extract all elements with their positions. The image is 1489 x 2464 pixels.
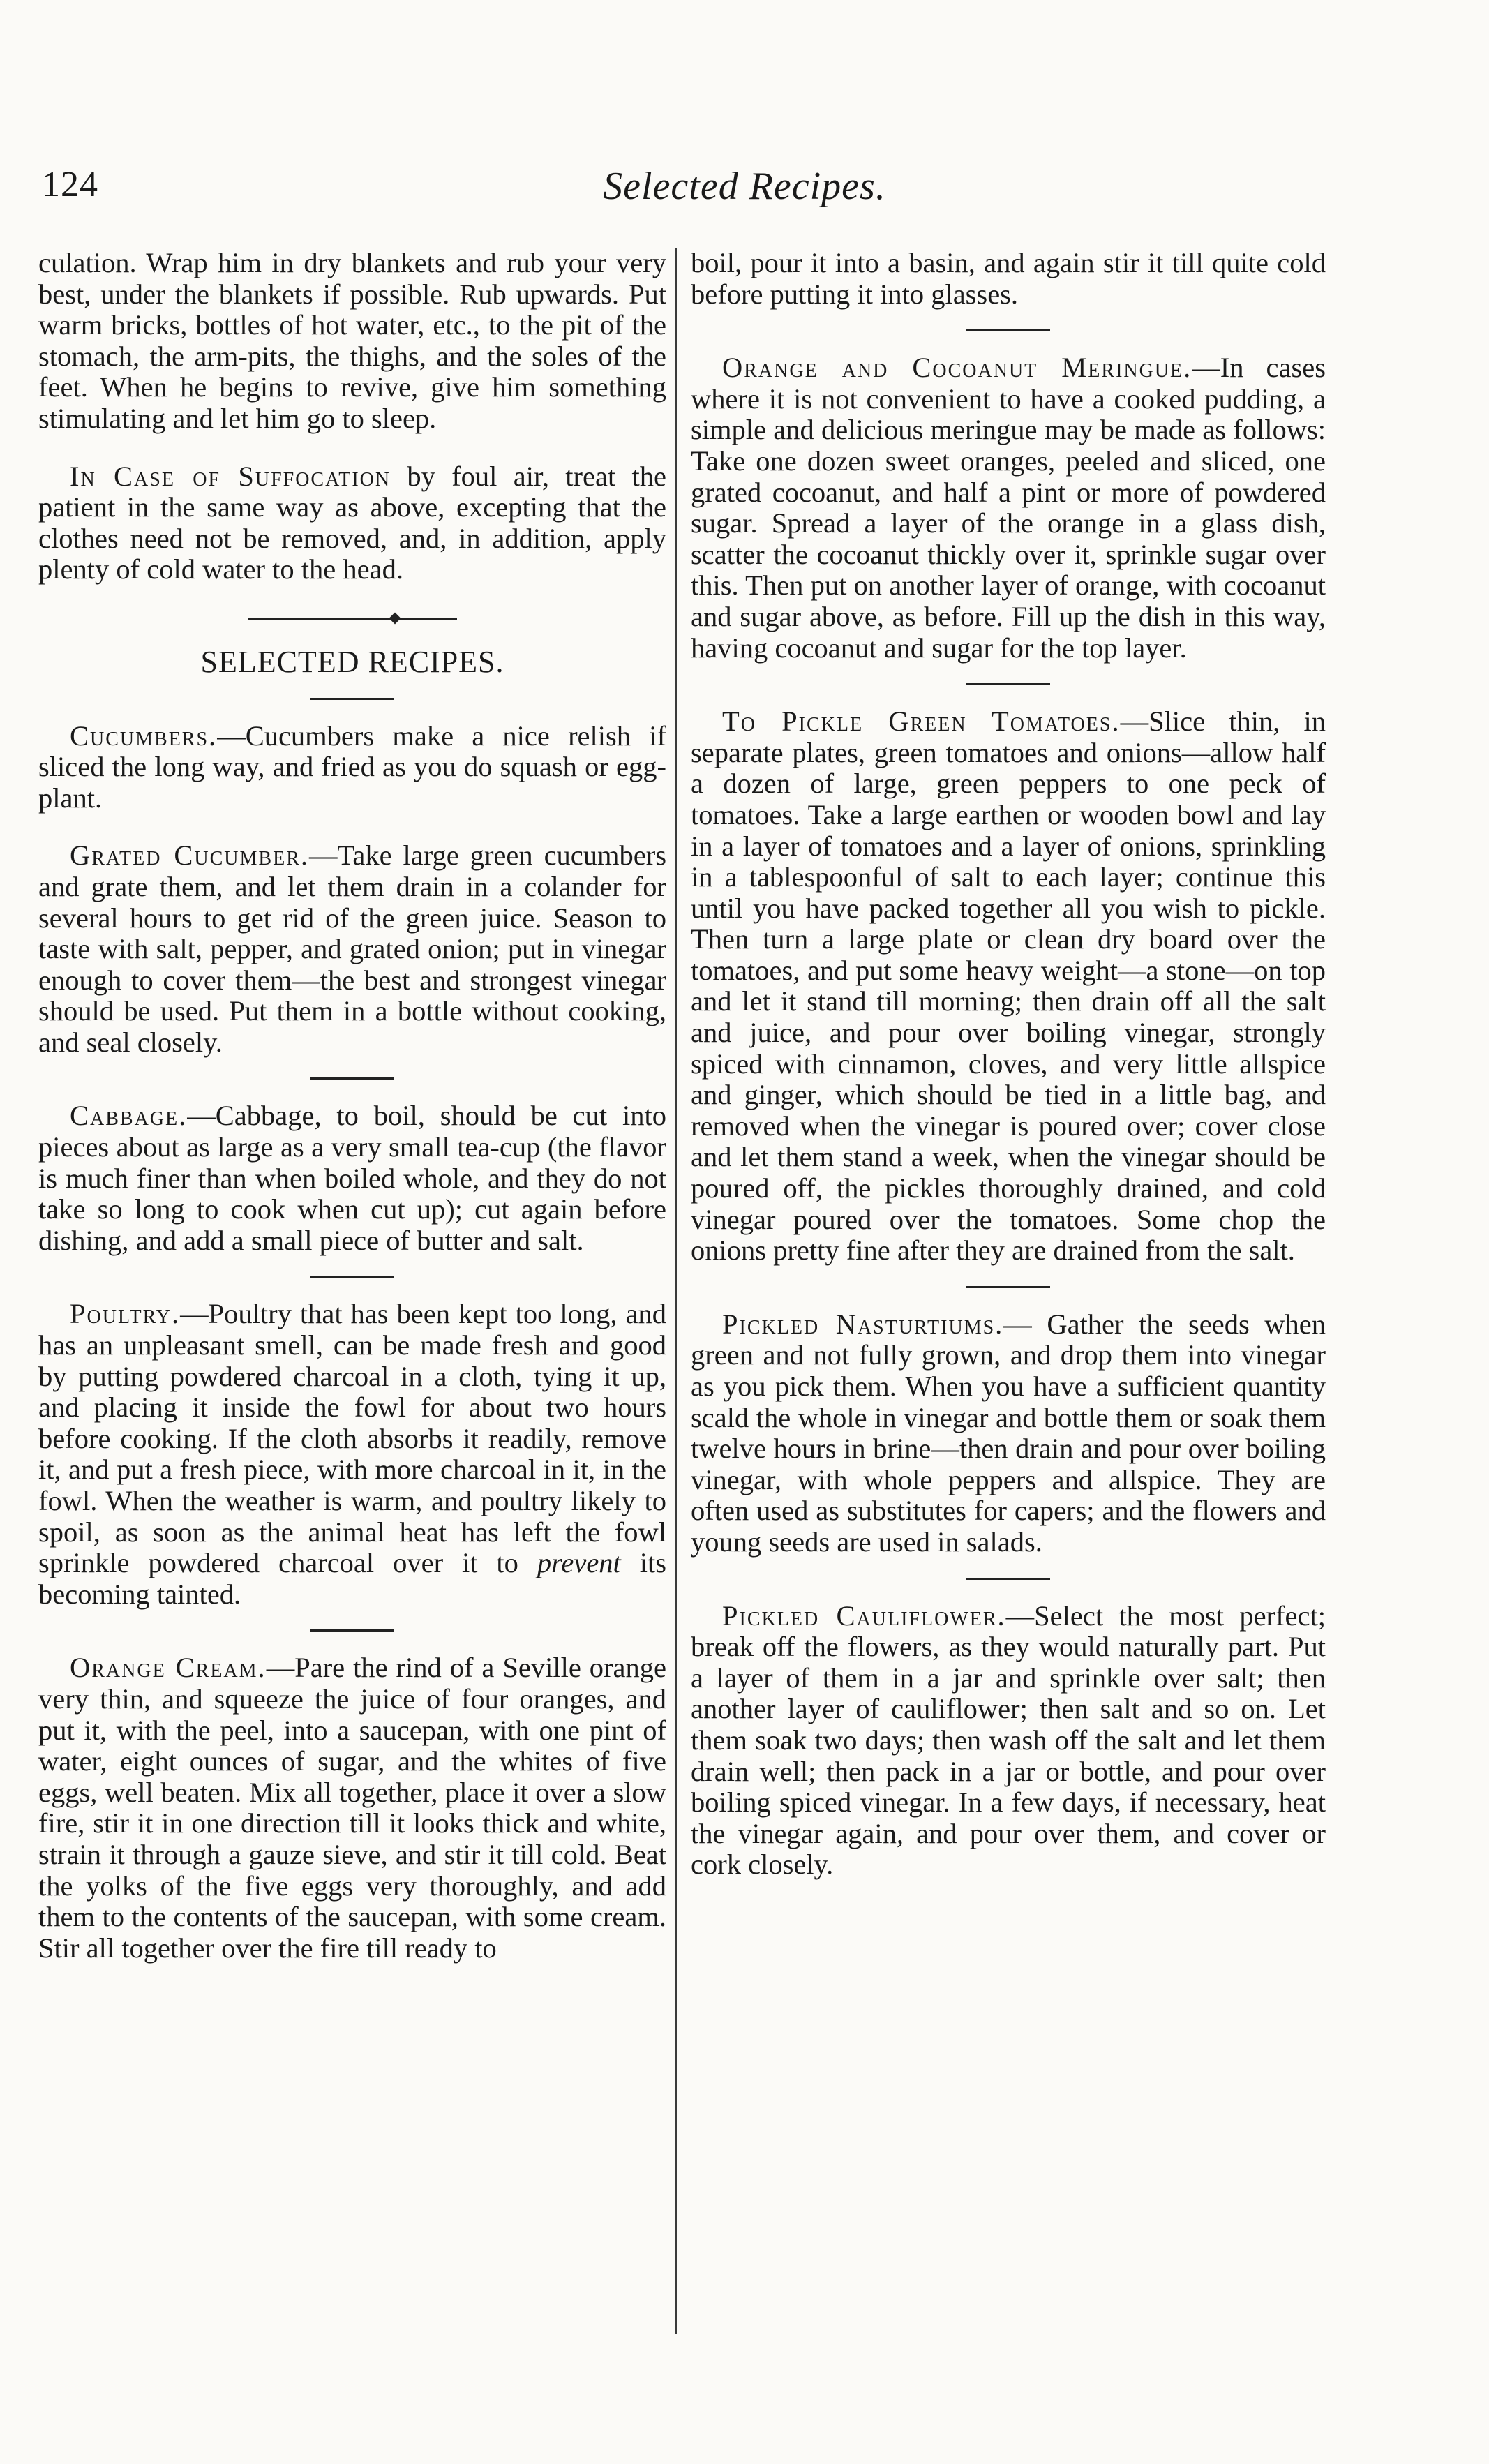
separator-rule [966,329,1050,331]
recipe-orange-cream [38,1652,666,1964]
recipe-cauliflower [691,1601,1326,1881]
recipe-title: Orange and Cocoanut Meringue. [722,352,1192,384]
separator-rule [310,1276,394,1278]
recipe-green-tomatoes [691,706,1326,1267]
recipe-title: Cucumbers. [70,719,218,752]
recipe-title: Poultry. [70,1298,181,1330]
column-divider [675,248,677,2334]
recipe-nasturtiums [691,1309,1326,1558]
recipe-title: Pickled Cauliflower. [722,1599,1006,1632]
continued-paragraph: culation. Wrap him in dry blankets and rub your very best, under the blankets if possible. Rub upwards. Put warm bricks, bottles of hot water, etc., to the pit of the stomach, the arm-pits, the thighs, and the soles of the feet. When he begins to revive, give him something stimulating and let him go to sleep. [38,247,666,434]
recipe-poultry [38,1299,666,1610]
recipe-body: —Cabbage, to boil, should be cut into pieces about as large as a very small tea-cup (the flavor is much finer than when boiled whole, and they do not take so long to cook when cut up); cut again before dishing, and add a small piece of butter and salt. [38,1100,666,1256]
page-number: 124 [42,165,98,204]
left-column [38,248,666,1964]
recipe-body: —Pare the rind of a Seville orange very thin, and squeeze the juice of four oranges, and put it, with the peel, into a saucepan, with one pint of water, eight ounces of sugar, and the whites of five eggs, well beaten. Mix all together, place it over a slow fire, stir it in one direction till it looks thick and white, strain it through a gauze sieve, and stir it till cold. Beat the yolks of the five eggs very thoroughly, and add them to the contents of the saucepan, with some cream. Stir all together over the fire till ready to [38,1652,666,1964]
separator-rule [966,1286,1050,1288]
recipe-body: —Slice thin, in separate plates, green tomatoes and onions—allow half a dozen of large, green peppers to one peck of tomatoes. Take a large earthen or wooden bowl and lay in a layer of tomatoes and a layer of onions, sprinkling in a tablespoonful of salt to each layer; continue this until you have packed together all you wish to pickle. Then turn a large plate or clean dry board over the tomatoes, and put some heavy weight—a stone—on top and let it stand till morning; then drain off all the salt and juice, and pour over boiling vinegar, strongly spiced with cinnamon, cloves, and very little allspice and ginger, which should be tied in a little bag, and removed when the vinegar is poured over; cover close and let them stand a week, when the vinegar should be poured off, the pickles thoroughly drained, and cold vinegar poured over the tomatoes. Some chop the onions pretty fine after they are drained from the salt. [691,705,1326,1267]
emphasis: prevent [537,1547,621,1579]
heading-rule [310,698,394,700]
recipe-body: —Cucumbers make a nice relish if sliced the long way, and fried as you do squash or egg-plant. [38,719,666,814]
recipe-title: Pickled Nasturtiums. [722,1308,1004,1340]
recipe-title: Cabbage. [70,1100,188,1132]
recipe-title: Orange Cream. [70,1652,267,1684]
recipe-body-end: its becoming tainted. [38,1547,667,1610]
section-heading: SELECTED RECIPES. [200,644,504,679]
suffocation-body: by foul air, treat the patient in the same way as above, excepting that the clothes need not be removed, and, in addition, apply plenty of cold water to the head. [38,460,666,585]
running-title: Selected Recipes. [603,165,886,208]
recipe-title: Grated Cucumber. [70,839,310,872]
recipe-body: —Select the most perfect; break off the flowers, as they would naturally part. Put a layer of them in a jar and sprinkle over salt; then another layer of cauliflower; then salt and so on. Let them soak two days; then wash off the salt and let them drain well; then pack in a jar or bottle, and pour over boiling spiced vinegar. In a few days, if necessary, heat the vinegar again, and pour over them, and cover or cork closely. [691,1599,1326,1881]
separator-rule [966,683,1050,685]
suffocation-title: In Case of Suffocation [70,460,391,492]
recipe-body: — Gather the seeds when green and not fully grown, and drop them into vinegar as you pick them. When you have a sufficient quantity scald the whole in vinegar and bottle them or soak them twelve hours in brine—then drain and pour over boiling vinegar, with whole peppers and allspice. They are often used as substitutes for capers; and the flowers and young seeds are used in salads. [691,1308,1326,1558]
recipe-grated-cucumber [38,840,666,1058]
ornament-line [248,618,457,620]
recipe-body: —Poultry that has been kept too long, and has an unpleasant smell, can be made fresh and good by putting powdered charcoal in a cloth, tying it up, and placing it inside the fowl for about two hours before cooking. If the cloth absorbs it readily, remove it, and put a fresh piece, with more charcoal in it, in the fowl. When the weather is warm, and poultry likely to spoil, as soon as the animal heat has left the fowl sprinkle powdered charcoal over it to [38,1298,666,1579]
page-header [42,164,1447,220]
suffocation-paragraph [38,461,666,585]
recipe-title: To Pickle Green Tomatoes. [722,705,1121,738]
continued-paragraph: boil, pour it into a basin, and again stir it till quite cold before putting it into glasses. [691,247,1326,310]
ornament-diamond [389,612,401,624]
recipe-cucumbers [38,721,666,814]
recipe-orange-meringue [691,352,1326,664]
recipe-body: —Take large green cucumbers and grate them, and let them drain in a colander for several hours to get rid of the green juice. Season to taste with salt, pepper, and grated onion; put in vinegar enough to cover them—the best and strongest vinegar should be used. Put them in a bottle without cooking, and seal closely. [38,839,666,1058]
recipe-cabbage [38,1100,666,1256]
ornamental-rule [248,612,457,626]
separator-rule [310,1629,394,1632]
right-column [691,248,1326,1881]
recipe-body: —In cases where it is not convenient to have a cooked pudding, a simple and delicious meringue may be made as follows: Take one dozen sweet oranges, peeled and sliced, one grated cocoanut, and half a pint or more of powdered sugar. Spread a layer of the orange in a glass dish, scatter the cocoanut thickly over it, sprinkle sugar over this. Then put on another layer of orange, with cocoanut and sugar above, as before. Fill up the dish in this way, having cocoanut and sugar for the top layer. [691,352,1326,664]
separator-rule [966,1578,1050,1580]
separator-rule [310,1077,394,1080]
